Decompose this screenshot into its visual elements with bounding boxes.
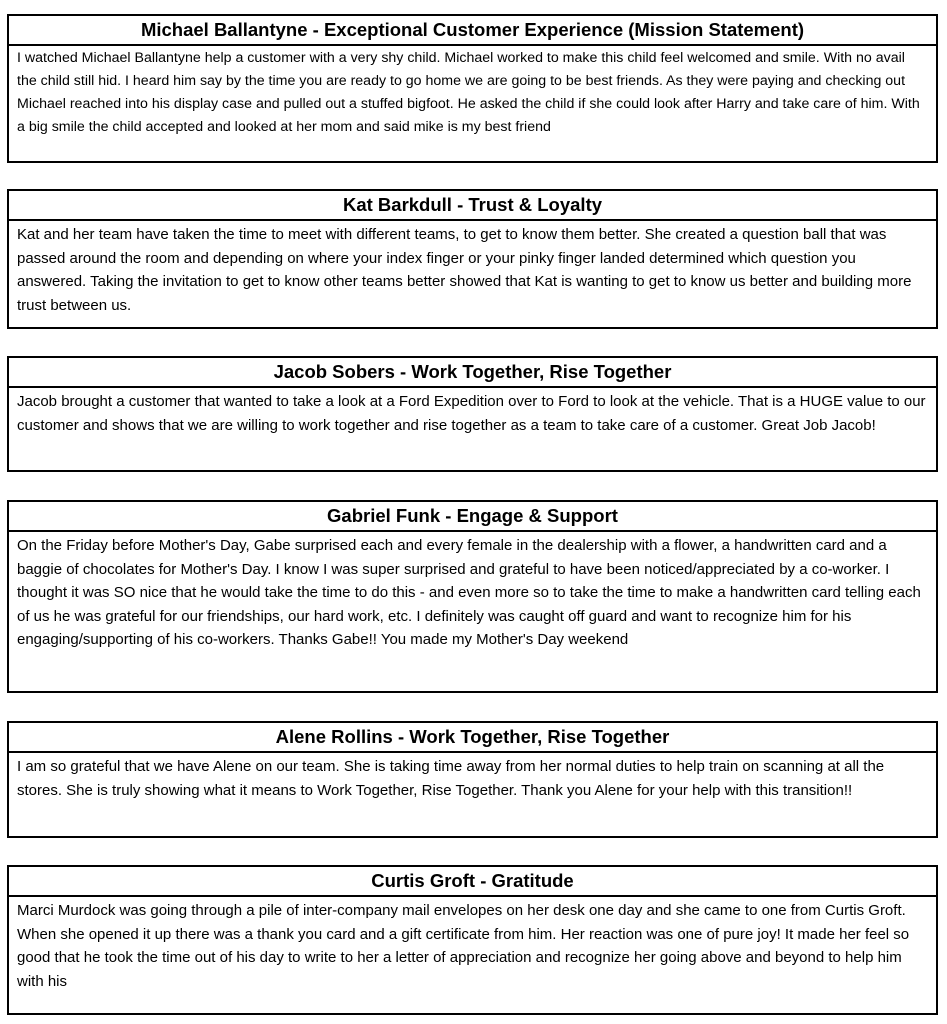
recognition-card-gabriel <box>7 500 938 693</box>
card-body: On the Friday before Mother's Day, Gabe surprised each and every female in the dealership with a flower, a handwritten card and a baggie of chocolates for Mother's Day. I know I was super surprised and grateful to have been noticed/appreciated by a co-worker. I thought it was SO nice that he would take the time to do this - and even more so to take the time to make a handwritten card telling each of us he was grateful for our friendships, our hard work, etc. I definitely was caught off guard and want to recognize him for his engaging/supporting of his co-workers. Thanks Gabe!! You made my Mother's Day weekend <box>17 537 921 648</box>
card-body: I watched Michael Ballantyne help a customer with a very shy child. Michael worked to make this child feel welcomed and smile. With no avail the child still hid. I heard him say by the time you are ready to go home we are going to be best friends. As they were paying and checking out Michael reached into his display case and pulled out a stuffed bigfoot. He asked the child if she could look after Harry and take care of him. With a big smile the child accepted and looked at her mom and said mike is my best friend <box>17 50 920 135</box>
card-title: Jacob Sobers - Work Together, Rise Together <box>9 358 936 388</box>
card-title: Michael Ballantyne - Exceptional Customer Experience (Mission Statement) <box>9 16 936 46</box>
card-body: Jacob brought a customer that wanted to take a look at a Ford Expedition over to Ford to look at the vehicle. That is a HUGE value to our customer and shows that we are willing to work together and rise together as a team to take care of a customer. Great Job Jacob! <box>17 393 926 434</box>
recognition-card-curtis <box>7 865 938 1015</box>
recognition-card-kat <box>7 189 938 329</box>
card-title: Kat Barkdull - Trust & Loyalty <box>9 191 936 221</box>
card-title: Gabriel Funk - Engage & Support <box>9 502 936 532</box>
card-body: Kat and her team have taken the time to meet with different teams, to get to know them better. She created a question ball that was passed around the room and depending on where your index finger or your pinky finger landed determined which question you answered. Taking the invitation to get to know other teams better showed that Kat is wanting to get to know us better and building more trust between us. <box>17 226 912 314</box>
card-body: Marci Murdock was going through a pile of inter-company mail envelopes on her desk one day and she came to one from Curtis Groft. When she opened it up there was a thank you card and a gift certificate from him. Her reaction was one of pure joy! It made her feel so good that he took the time out of his day to write to her a letter of appreciation and recognize her going above and beyond to help him with his <box>17 902 910 990</box>
recognition-card-michael <box>7 14 938 163</box>
card-title: Curtis Groft - Gratitude <box>9 867 936 897</box>
recognition-card-jacob <box>7 356 938 472</box>
card-title: Alene Rollins - Work Together, Rise Together <box>9 723 936 753</box>
recognition-card-alene <box>7 721 938 838</box>
card-body: I am so grateful that we have Alene on our team. She is taking time away from her normal duties to help train on scanning at all the stores. She is truly showing what it means to Work Together, Rise Together. Thank you Alene for your help with this transition!! <box>17 758 885 799</box>
